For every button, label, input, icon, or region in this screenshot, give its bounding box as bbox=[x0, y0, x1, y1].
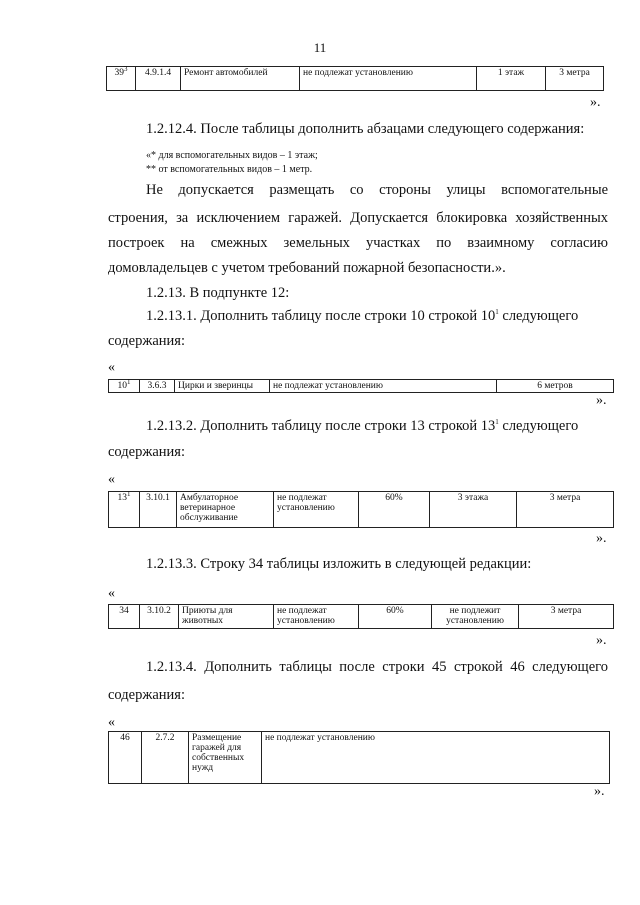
name-cell: Размещение гаражей для собственных нужд bbox=[189, 732, 262, 784]
opening-quote: « bbox=[108, 360, 115, 375]
code-cell: 2.7.2 bbox=[142, 732, 189, 784]
table-row-39 bbox=[106, 66, 604, 91]
table-row-46 bbox=[108, 731, 610, 784]
row-number-cell: $13^1$ bbox=[109, 492, 140, 528]
value-cell: не подлежат установлению bbox=[274, 492, 359, 528]
value-cell: не подлежат установлению bbox=[300, 67, 477, 91]
table-row-34 bbox=[108, 604, 614, 629]
closing-quote: ». bbox=[596, 633, 607, 648]
name-cell: Амбулаторное ветеринарное обслуживание bbox=[177, 492, 274, 528]
value-cell: 3 метра bbox=[519, 605, 614, 629]
closing-quote: ». bbox=[596, 531, 607, 546]
value-cell: 1 этаж bbox=[477, 67, 546, 91]
paragraph-line: построек на смежных земельных участках по взаимному согласию bbox=[108, 235, 608, 251]
value-cell: не подлежат установлению bbox=[274, 605, 359, 629]
name-cell: Цирки и зверинцы bbox=[175, 380, 270, 393]
value-cell: 3 этажа bbox=[430, 492, 517, 528]
closing-quote: ». bbox=[594, 784, 605, 799]
closing-quote: ». bbox=[590, 95, 601, 110]
row-number-cell: 34 bbox=[109, 605, 140, 629]
paragraph-1-2-13-4: 1.2.13.4. Дополнить таблицы после строки 45 строкой 46 следующего bbox=[146, 659, 608, 675]
paragraph-line: домовладельцев с учетом требований пожарной безопасности.». bbox=[108, 260, 506, 276]
closing-quote: ». bbox=[596, 393, 607, 408]
paragraph-1-2-13-3: 1.2.13.3. Строку 34 таблицы изложить в следующей редакции: bbox=[146, 556, 532, 572]
value-cell: 60% bbox=[359, 492, 430, 528]
footnote-1: «* для вспомогательных видов – 1 этаж; bbox=[146, 150, 318, 161]
name-cell: Приюты для животных bbox=[179, 605, 274, 629]
row-number-cell: 46 bbox=[109, 732, 142, 784]
name-cell: Ремонт автомобилей bbox=[181, 67, 300, 91]
table-row-10 bbox=[108, 379, 614, 393]
value-cell: не подлежат установлению bbox=[262, 732, 610, 784]
paragraph-continuation: содержания: bbox=[108, 687, 186, 703]
row-number-cell: $10^1$ bbox=[109, 380, 140, 393]
value-cell: не подлежит установлению bbox=[432, 605, 519, 629]
code-cell: 3.6.3 bbox=[140, 380, 175, 393]
opening-quote: « bbox=[108, 472, 115, 487]
paragraph-1-2-13-2: 1.2.13.2. Дополнить таблицу после строки 13 строкой $13^1$ следующего bbox=[146, 418, 579, 434]
paragraph-1-2-12-4: 1.2.12.4. После таблицы дополнить абзацами следующего содержания: bbox=[146, 121, 585, 137]
footnote-2: ** от вспомогательных видов – 1 метр. bbox=[146, 164, 313, 175]
paragraph-continuation: содержания: bbox=[108, 333, 186, 349]
row-number-cell: $39^3$ bbox=[107, 67, 136, 91]
code-cell: 4.9.1.4 bbox=[136, 67, 181, 91]
table-row-13 bbox=[108, 491, 614, 528]
value-cell: 3 метра bbox=[517, 492, 614, 528]
page-number: 11 bbox=[313, 40, 327, 55]
opening-quote: « bbox=[108, 715, 115, 730]
value-cell: не подлежат установлению bbox=[270, 380, 497, 393]
opening-quote: « bbox=[108, 586, 115, 601]
code-cell: 3.10.2 bbox=[140, 605, 179, 629]
paragraph-continuation: содержания: bbox=[108, 444, 186, 460]
code-cell: 3.10.1 bbox=[140, 492, 177, 528]
paragraph-line: строения, за исключением гаражей. Допускается блокировка хозяйственных bbox=[108, 210, 608, 226]
paragraph-1-2-13: 1.2.13. В подпункте 12: bbox=[146, 285, 290, 301]
paragraph-line: Не допускается размещать со стороны улицы вспомогательные bbox=[146, 182, 608, 198]
paragraph-1-2-13-1: 1.2.13.1. Дополнить таблицу после строки 10 строкой $10^1$ следующего bbox=[146, 308, 579, 324]
value-cell: 3 метра bbox=[546, 67, 604, 91]
value-cell: 60% bbox=[359, 605, 432, 629]
value-cell: 6 метров bbox=[497, 380, 614, 393]
